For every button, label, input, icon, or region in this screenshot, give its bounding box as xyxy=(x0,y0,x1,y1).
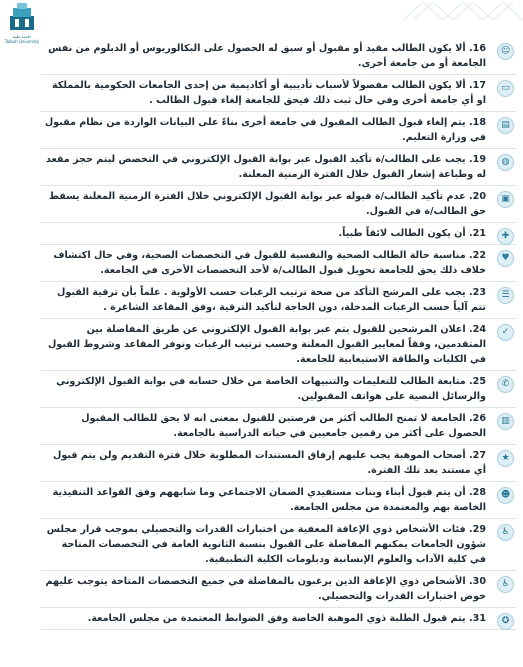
list-item-separator: . xyxy=(465,524,473,535)
corner-decoration xyxy=(403,0,523,22)
heart-icon: ♥ xyxy=(497,250,514,267)
document-icon: ▤ xyxy=(497,117,514,134)
logo-name-arabic: جامعة طيبة xyxy=(12,34,32,39)
accessibility-icon: ♿ xyxy=(497,576,514,593)
list-item xyxy=(40,519,516,571)
list-item xyxy=(40,149,516,186)
list-item xyxy=(40,75,516,112)
list-item-body: يجب على المرشح التأكد من صحة ترتيب الرغبات حسب الأولوية . علماً بأن ترقية القبول تتم آلياً حسب الرغبات المدخلة، دون الحاجة لتأكيد الترقية ،وفق المقاعد الشاغرة . xyxy=(57,287,486,313)
list-item-separator: . xyxy=(465,613,473,624)
list-item-separator: . xyxy=(465,324,473,335)
people-icon: ☻ xyxy=(497,487,514,504)
list-item-number: 21 xyxy=(472,228,486,239)
id-card-icon: ▭ xyxy=(497,80,514,97)
list-item-text xyxy=(44,41,486,71)
university-logo xyxy=(4,2,40,46)
list-item-text xyxy=(44,285,486,315)
list-item-number: 16 xyxy=(472,43,486,54)
list-item-text xyxy=(44,374,486,404)
list-item-separator: . xyxy=(465,487,473,498)
person-icon: ☺ xyxy=(497,43,514,60)
list-item-body: متابعة الطالب للتعليمات والتنبيهات الخاصة من خلال حسابه في بوابة القبول الإلكتروني والرسائل النصية على هواتف المقبولين. xyxy=(56,376,486,402)
list-item-text xyxy=(44,522,486,567)
list-item-text xyxy=(44,78,486,108)
list-item-body: أن يكون الطالب لائقاً طبياً. xyxy=(338,228,466,239)
list-item-body: الأشخاص ذوي الإعاقة الذين يرغبون بالمفاضلة في جميع التخصصات المتاحة يتوجب عليهم خوض اختبارات القدرات والتحصيلي. xyxy=(45,576,486,602)
list-item xyxy=(40,223,516,245)
medical-icon: ✚ xyxy=(497,228,514,245)
list-item-separator: . xyxy=(465,43,473,54)
list-item-separator: . xyxy=(465,250,473,261)
list-item-body: فئات الأشخاص ذوي الإعاقة المعفية من اختبارات القدرات والتحصيلي بموجب قرار مجلس شؤون الجامعات يمكنهم المفاضلة على القبول بنسبة الثانوية العامة في التخصصات المتاحة في كلية الآداب والعلوم الإنسانية ودبلومات الكلية التطبيقية. xyxy=(46,524,486,565)
list-item xyxy=(40,371,516,408)
list-item-separator: . xyxy=(465,450,473,461)
list-item-body: يتم قبول الطلبة ذوي الموهبة الخاصة وفق الضوابط المعتمدة من مجلس الجامعة. xyxy=(87,613,466,624)
list-item-number: 26 xyxy=(472,413,486,424)
list-item xyxy=(40,112,516,149)
list-item xyxy=(40,319,516,371)
list-item-number: 22 xyxy=(472,250,486,261)
list-item-body: أن يتم قبول أبناء وبنات مستفيدي الضمان الاجتماعي وما شابههم وفق القواعد التنفيذية الخاصة بهم والمعتمدة من مجلس الجامعة. xyxy=(52,487,486,513)
list-item xyxy=(40,38,516,75)
list-item-text xyxy=(44,152,486,182)
laptop-icon: ▣ xyxy=(497,191,514,208)
award-icon: ✪ xyxy=(497,613,514,630)
list-item-separator: . xyxy=(465,117,473,128)
checklist-icon: ☰ xyxy=(497,287,514,304)
list-item-number: 25 xyxy=(472,376,486,387)
list-item-number: 17 xyxy=(472,80,486,91)
list-item-number: 27 xyxy=(472,450,486,461)
list-item-separator: . xyxy=(465,228,473,239)
list-item xyxy=(40,482,516,519)
list-item-separator: . xyxy=(465,576,473,587)
list-item-text xyxy=(44,115,486,145)
list-item-text xyxy=(44,448,486,478)
list-item-body: أصحاب الموهبة يجب عليهم إرفاق المستندات المطلوبة خلال فترة التقديم ولن يتم قبول أي مستند بعد تلك الفترة. xyxy=(53,450,486,476)
list-item-text xyxy=(44,322,486,367)
list-item xyxy=(40,445,516,482)
logo-emblem-icon xyxy=(7,2,37,34)
globe-icon: ◍ xyxy=(497,154,514,171)
list-item-body: الجامعة لا تمنح الطالب أكثر من فرصتين للقبول بمعنى انه لا يحق للطالب المقبول الحصول على أكثر من رقمين جامعيين في حياته الدراسية بالجامعة. xyxy=(81,413,486,439)
list-item xyxy=(40,571,516,608)
star-icon: ★ xyxy=(497,450,514,467)
list-item-text xyxy=(44,226,486,241)
list-item-number: 28 xyxy=(472,487,486,498)
list-item-number: 18 xyxy=(472,117,486,128)
list-item-text xyxy=(44,189,486,219)
phone-icon: ✆ xyxy=(497,376,514,393)
list-item-number: 20 xyxy=(472,191,486,202)
list-item-body: عدم تأكيد الطالب/ة قبوله عبر بوابة القبول الإلكتروني خلال الفترة الزمنية المعلنة يسقط حق الطالب/ة في القبول. xyxy=(48,191,486,217)
list-item-separator: . xyxy=(465,154,473,165)
list-item-body: ألا يكون الطالب مفصولاً لأسباب تأديبية أو أكاديمية من إحدى الجامعات الحكومية بالمملكة او أي جامعة أخرى وفي حال ثبت ذلك فيحق للجامعة إلغاء قبول الطالب . xyxy=(51,80,486,106)
list-item xyxy=(40,408,516,445)
list-item xyxy=(40,186,516,223)
list-item-body: يجب على الطالب/ة تأكيد القبول عبر بوابة القبول الإلكتروني في التخصص ليتم حجز مقعد له وطباعة إشعار القبول خلال الفترة الزمنية المعلنة. xyxy=(45,154,486,180)
list-item-separator: . xyxy=(465,80,473,91)
list-item-separator: . xyxy=(465,287,473,298)
check-circle-icon: ✓ xyxy=(497,324,514,341)
list-item xyxy=(40,282,516,319)
accessibility-icon: ♿ xyxy=(497,524,514,541)
list-item-number: 23 xyxy=(472,287,486,298)
list-item-body: ألا يكون الطالب مقيد أو مقبول أو سبق له الحصول على البكالوريوس أو الدبلوم من نفس الجامعة أو من جامعة أخرى. xyxy=(48,43,486,69)
logo-name-english: Taibah University xyxy=(4,39,40,44)
list-item-separator: . xyxy=(465,413,473,424)
list-item-number: 30 xyxy=(472,576,486,587)
list-item xyxy=(40,608,516,630)
list-item-number: 24 xyxy=(472,324,486,335)
list-item-body: مناسبة حالة الطالب الصحية والنفسية للقبول في التخصصات الصحية، وفي حال اكتشاف خلاف ذلك يحق للجامعة تحويل قبول الطالب/ة لأحد التخصصات الأخرى في الجامعة. xyxy=(53,250,486,276)
list-item-text xyxy=(44,485,486,515)
list-item-separator: . xyxy=(465,191,473,202)
list-item-body: يتم إلغاء قبول الطالب المقبول في جامعة أخرى بناءً على البيانات الواردة من نظام مقبول في وزارة التعليم. xyxy=(44,117,486,143)
list-item-body: اعلان المرشحين للقبول يتم عبر بوابة القبول الإلكتروني عن طريق المفاضلة بين المتقدمين، وفقاً لمعايير القبول المعلنة وحسب ترتيب الرغبات وتوفر المقاعد وشروط القبول في الكليات والطاقة الاستيعابية للجامعة. xyxy=(47,324,486,365)
list-item-number: 31 xyxy=(472,613,486,624)
list-item-text xyxy=(44,411,486,441)
list-item xyxy=(40,245,516,282)
list-item-number: 19 xyxy=(472,154,486,165)
list-item-text xyxy=(44,248,486,278)
list-item-number: 29 xyxy=(472,524,486,535)
list-item-text xyxy=(44,611,486,626)
list-item-separator: . xyxy=(465,376,473,387)
admission-conditions-list xyxy=(40,38,516,630)
list-item-text xyxy=(44,574,486,604)
book-icon: ▥ xyxy=(497,413,514,430)
